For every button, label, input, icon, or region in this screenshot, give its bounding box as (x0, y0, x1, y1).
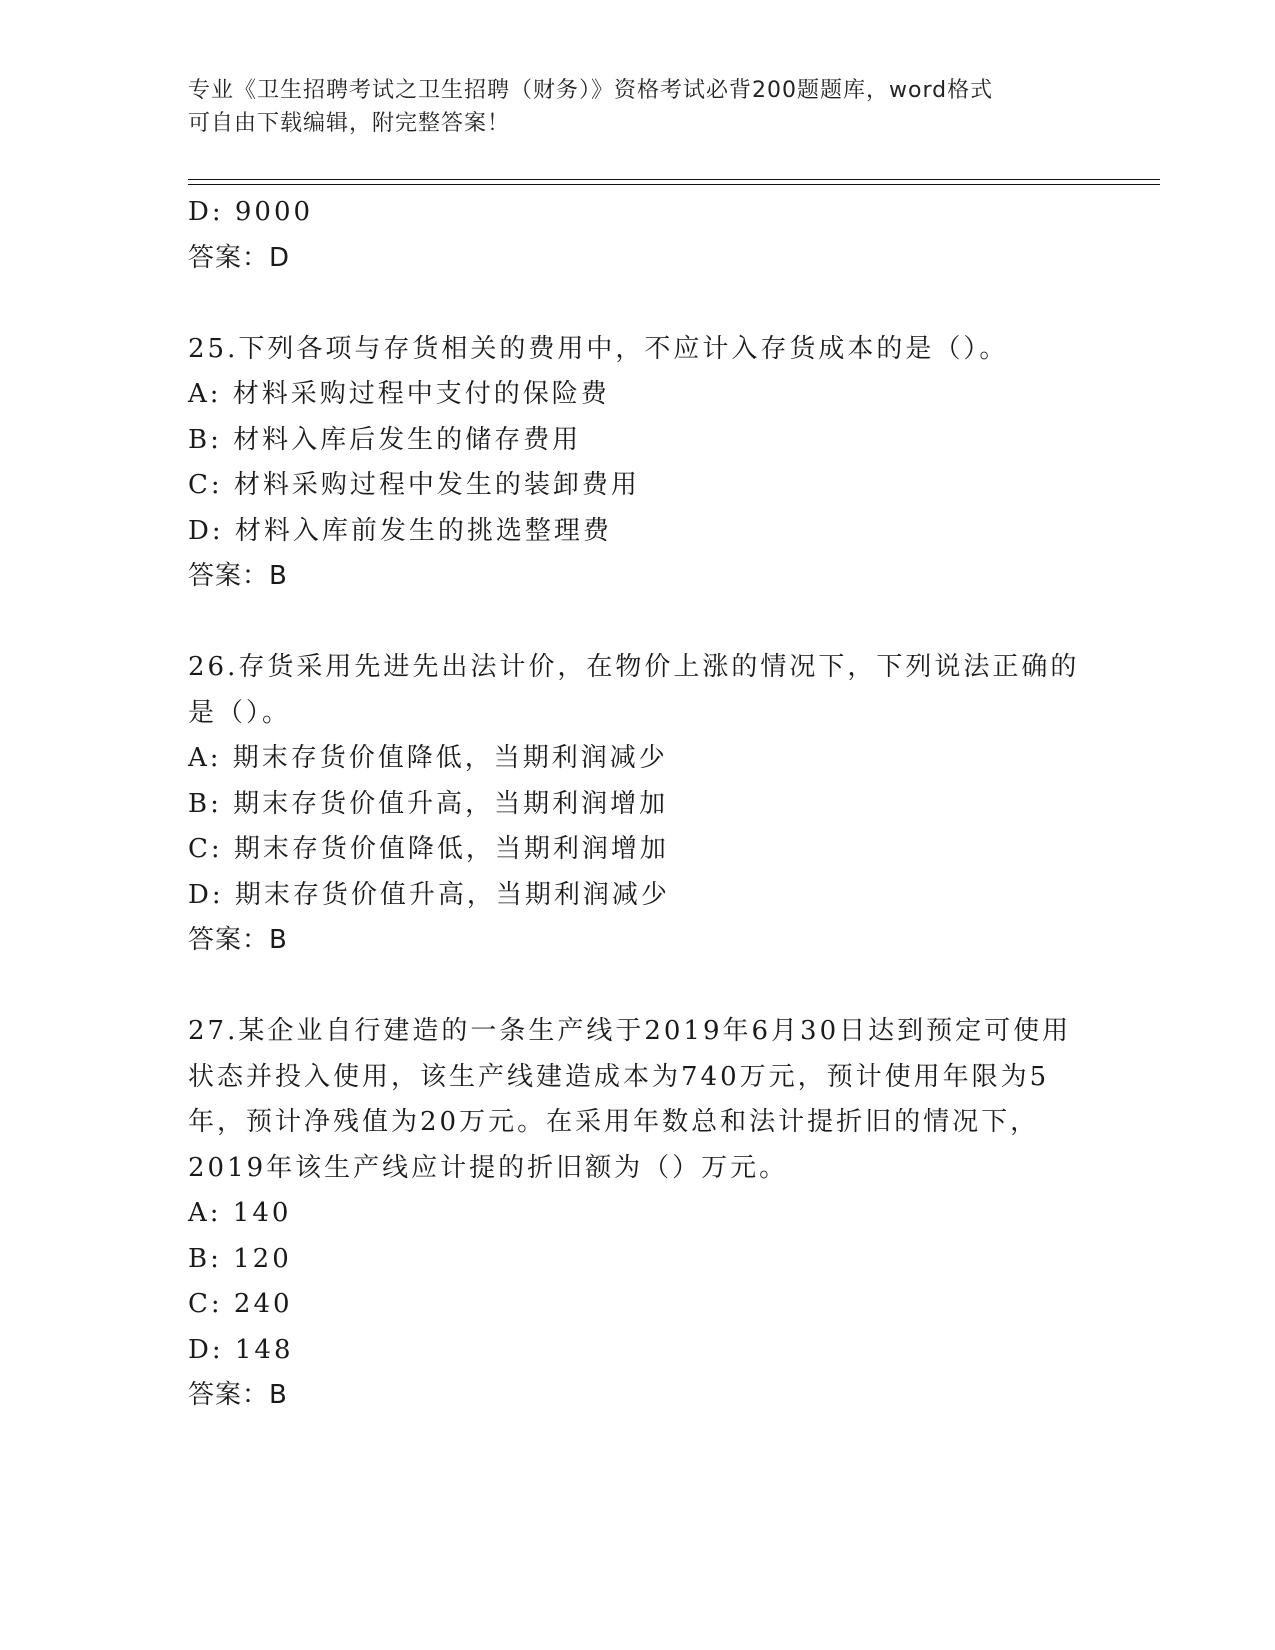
q27-text-line-4: 2019年该生产线应计提的折旧额为（）万元。 (188, 1152, 789, 1183)
spacer (188, 964, 1088, 1010)
spacer (188, 600, 1088, 646)
q25-option-d: D: 材料入库前发生的挑选整理费 (188, 515, 612, 546)
q27-text-line-3: 年，预计净残值为20万元。在采用年数总和法计提折旧的情况下， (188, 1107, 1040, 1137)
q26-text-line-2: 是（）。 (188, 697, 292, 728)
q25-answer: 答案：B (188, 561, 288, 591)
q27-option-a: A: 140 (188, 1198, 292, 1228)
q27-option-d: D: 148 (188, 1334, 294, 1365)
q26-option-a: A: 期末存货价值降低，当期利润减少 (188, 743, 668, 773)
q27-text-line-2: 状态并投入使用，该生产线建造成本为740万元，预计使用年限为5 (188, 1061, 1050, 1092)
header-divider-bottom (188, 184, 1160, 185)
q25-text: 25.下列各项与存货相关的费用中，不应计入存货成本的是（）。 (188, 333, 1009, 364)
q25-option-c: C: 材料采购过程中发生的装卸费用 (188, 470, 640, 500)
header-divider-top (188, 179, 1160, 180)
q26-answer: 答案：B (188, 925, 288, 955)
header-line-2: 可自由下载编辑，附完整答案！ (188, 111, 511, 136)
q25-option-a: A: 材料采购过程中支付的保险费 (188, 379, 610, 409)
q27-text-line-1: 27.某企业自行建造的一条生产线于2019年6月30日达到预定可使用 (188, 1016, 1072, 1046)
q27-option-b: B: 120 (188, 1243, 292, 1274)
q26-option-d: D: 期末存货价值升高，当期利润减少 (188, 879, 670, 910)
prev-answer: 答案：D (188, 242, 291, 273)
question-content (188, 190, 1088, 1419)
q25-option-b: B: 材料入库后发生的储存费用 (188, 424, 582, 455)
q27-option-c: C: 240 (188, 1289, 293, 1319)
q26-option-b: B: 期末存货价值升高，当期利润增加 (188, 788, 669, 819)
document-header (188, 74, 1088, 140)
header-line-1: 专业《卫生招聘考试之卫生招聘（财务）》资格考试必背200题题库，word格式 (188, 78, 994, 103)
q27-answer: 答案：B (188, 1380, 288, 1410)
q26-option-c: C: 期末存货价值降低，当期利润增加 (188, 834, 669, 864)
spacer (188, 281, 1088, 327)
prev-option-d: D: 9000 (188, 197, 314, 227)
q26-text-line-1: 26.存货采用先进先出法计价，在物价上涨的情况下，下列说法正确的 (188, 652, 1080, 682)
